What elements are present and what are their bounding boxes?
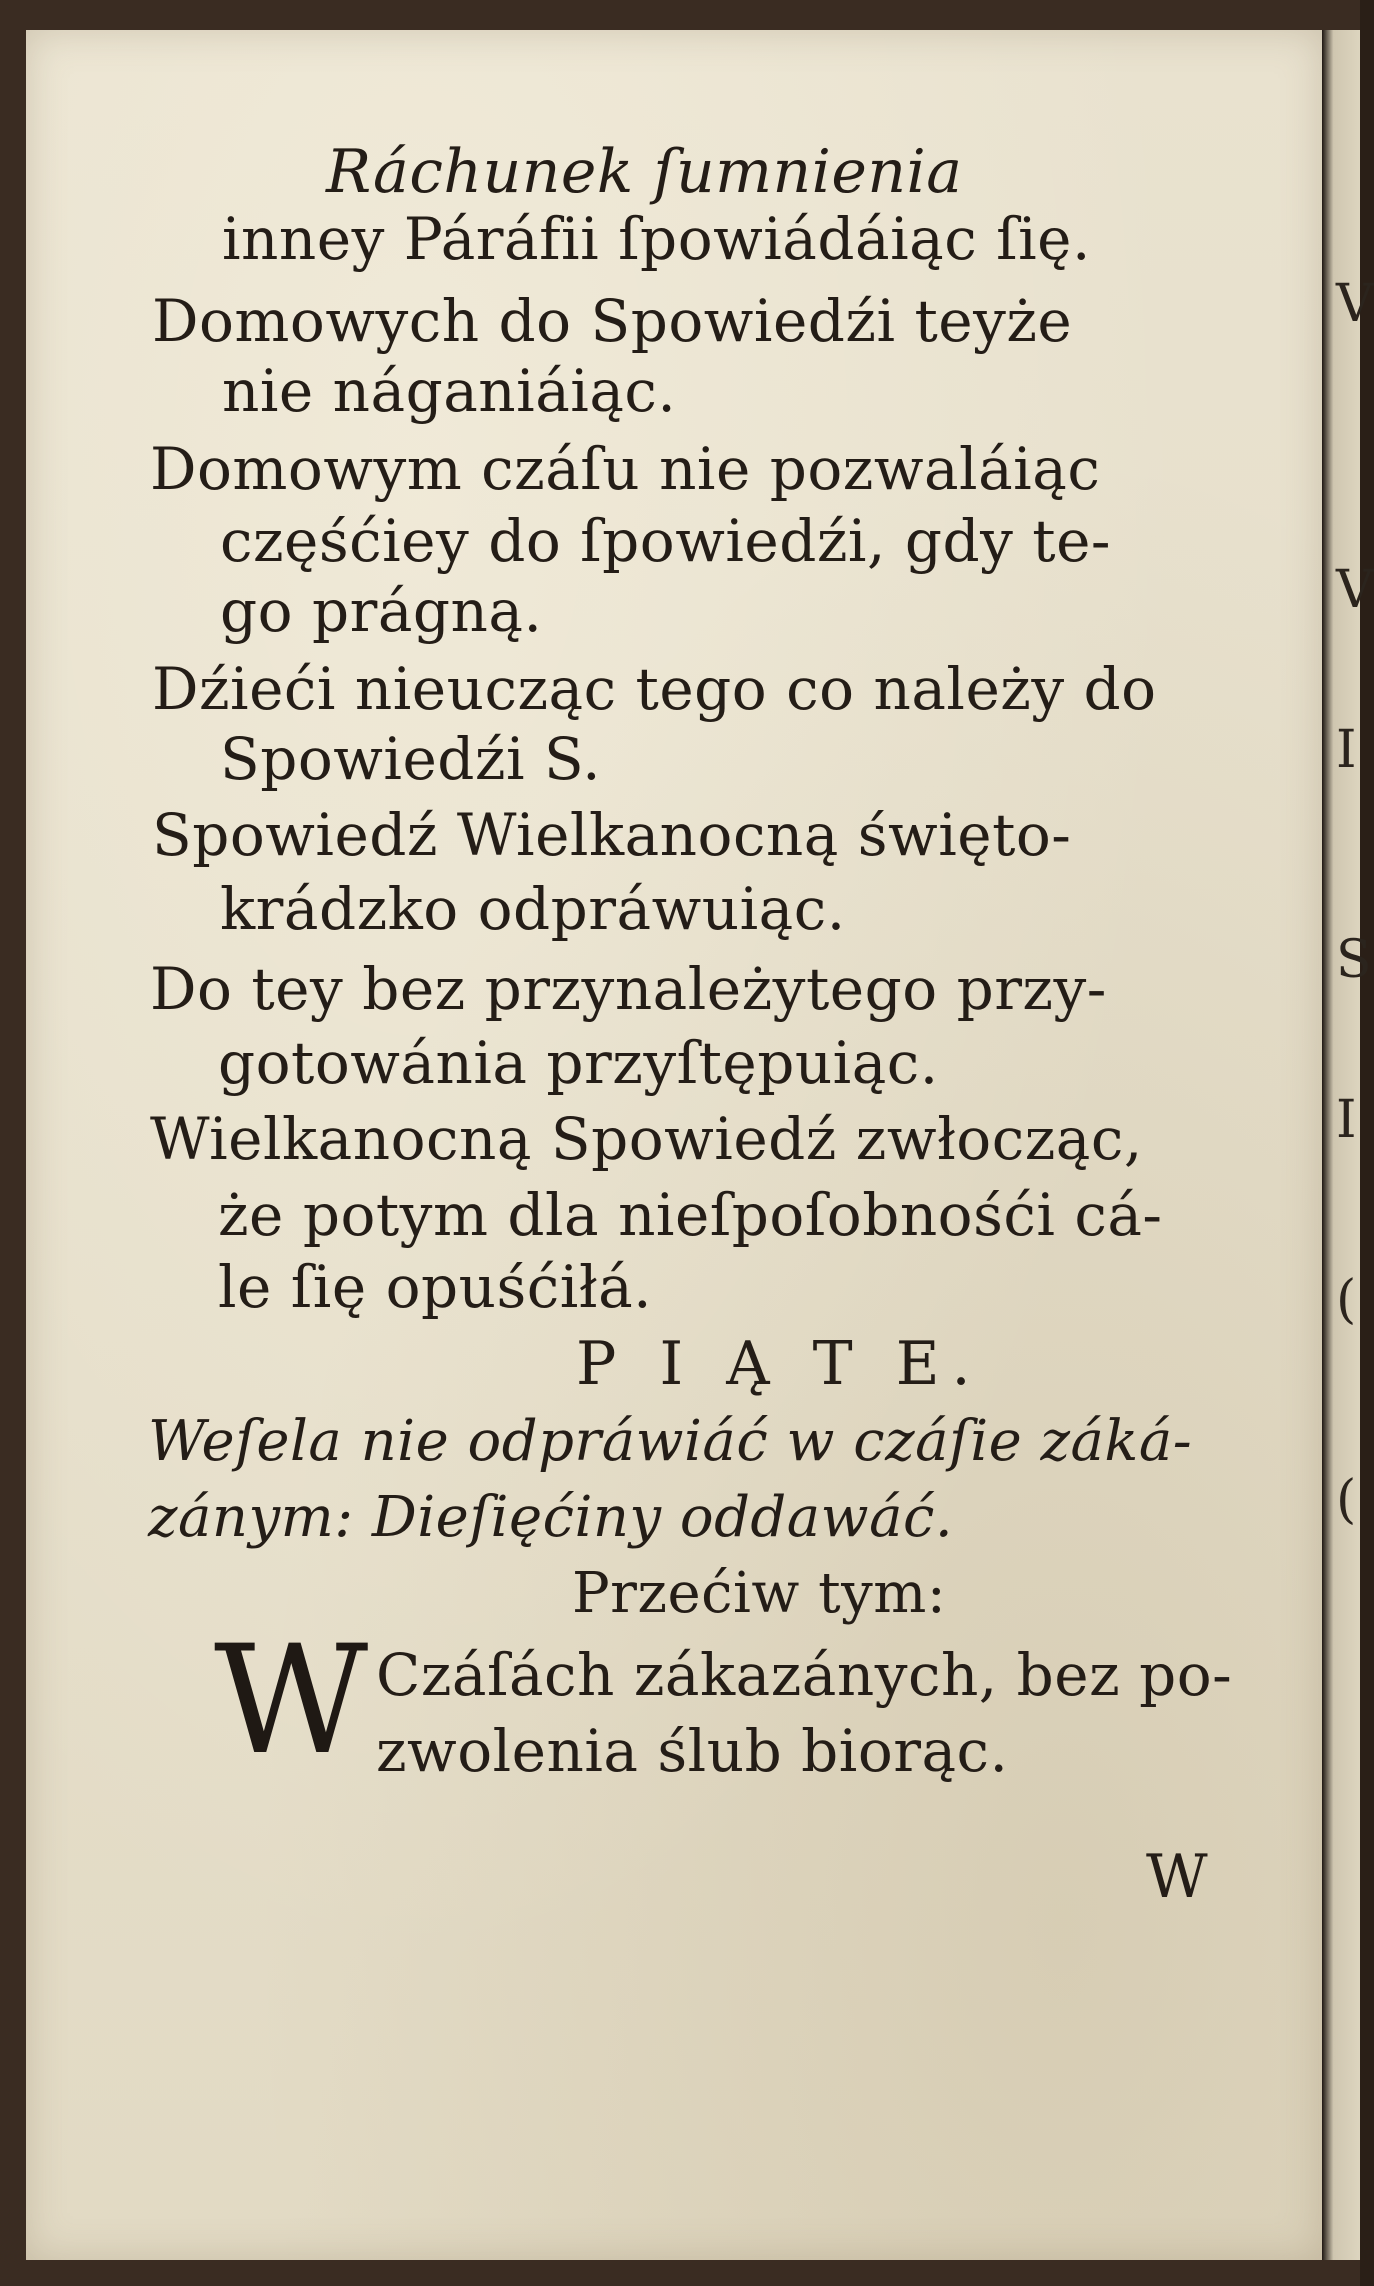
text-line-1: inney Páráfii ſpowiádáiąc ſię. [222, 205, 1091, 273]
edge-letter-7: ( [1336, 1470, 1357, 1530]
text-line-11: Do tey bez przynależytego przy- [150, 955, 1107, 1023]
edge-letter-5: I [1336, 1090, 1357, 1150]
catchword: W [1146, 1842, 1208, 1912]
text-line-2: Domowych do Spowiedźi teyże [152, 287, 1073, 355]
text-line-10: krádzko odpráwuiąc. [220, 875, 846, 943]
running-head: Ráchunek ſumnienia [326, 137, 963, 207]
edge-letter-6: ( [1336, 1270, 1357, 1330]
section-heading: P I Ą T E. [576, 1329, 983, 1399]
edge-letter-1: V [1336, 274, 1374, 334]
book-page [26, 30, 1322, 2260]
text-line-13: Wielkanocną Spowiedź zwłocząc, [150, 1105, 1143, 1173]
text-line-12: gotowánia przyſtępuiąc. [218, 1029, 939, 1097]
edge-letter-3: I [1336, 720, 1357, 780]
against-heading: Przećiw tym: [572, 1561, 947, 1626]
text-line-8: Spowiedźi S. [220, 725, 602, 793]
text-line-4: Domowym czáſu nie pozwaláiąc [150, 435, 1101, 503]
text-line-7: Dźieći nieucząc tego co należy do [152, 655, 1157, 723]
text-line-5: częśćiey do ſpowiedźi, gdy te- [220, 507, 1112, 575]
section-intro-line-2: zánym: Dieſięćiny oddawáć. [148, 1485, 954, 1550]
final-line-1: Czáſách zákazánych, bez po- [376, 1641, 1233, 1709]
drop-capital: W [214, 1614, 369, 1788]
section-intro-line-1: Weſela nie odpráwiáć w czáſie záká- [148, 1409, 1193, 1474]
text-line-6: go prágną. [220, 577, 543, 645]
text-line-9: Spowiedź Wielkanocną święto- [152, 801, 1072, 869]
edge-letter-2: V [1336, 560, 1374, 620]
next-page-edge [1322, 30, 1374, 2260]
text-line-15: le ſię opuśćiłá. [218, 1253, 653, 1321]
text-line-14: że potym dla nieſpoſobnośći cá- [218, 1181, 1163, 1249]
text-line-3: nie náganiáiąc. [222, 357, 677, 425]
edge-letter-4: S [1336, 930, 1372, 990]
final-line-2: zwolenia ślub biorąc. [376, 1717, 1009, 1785]
